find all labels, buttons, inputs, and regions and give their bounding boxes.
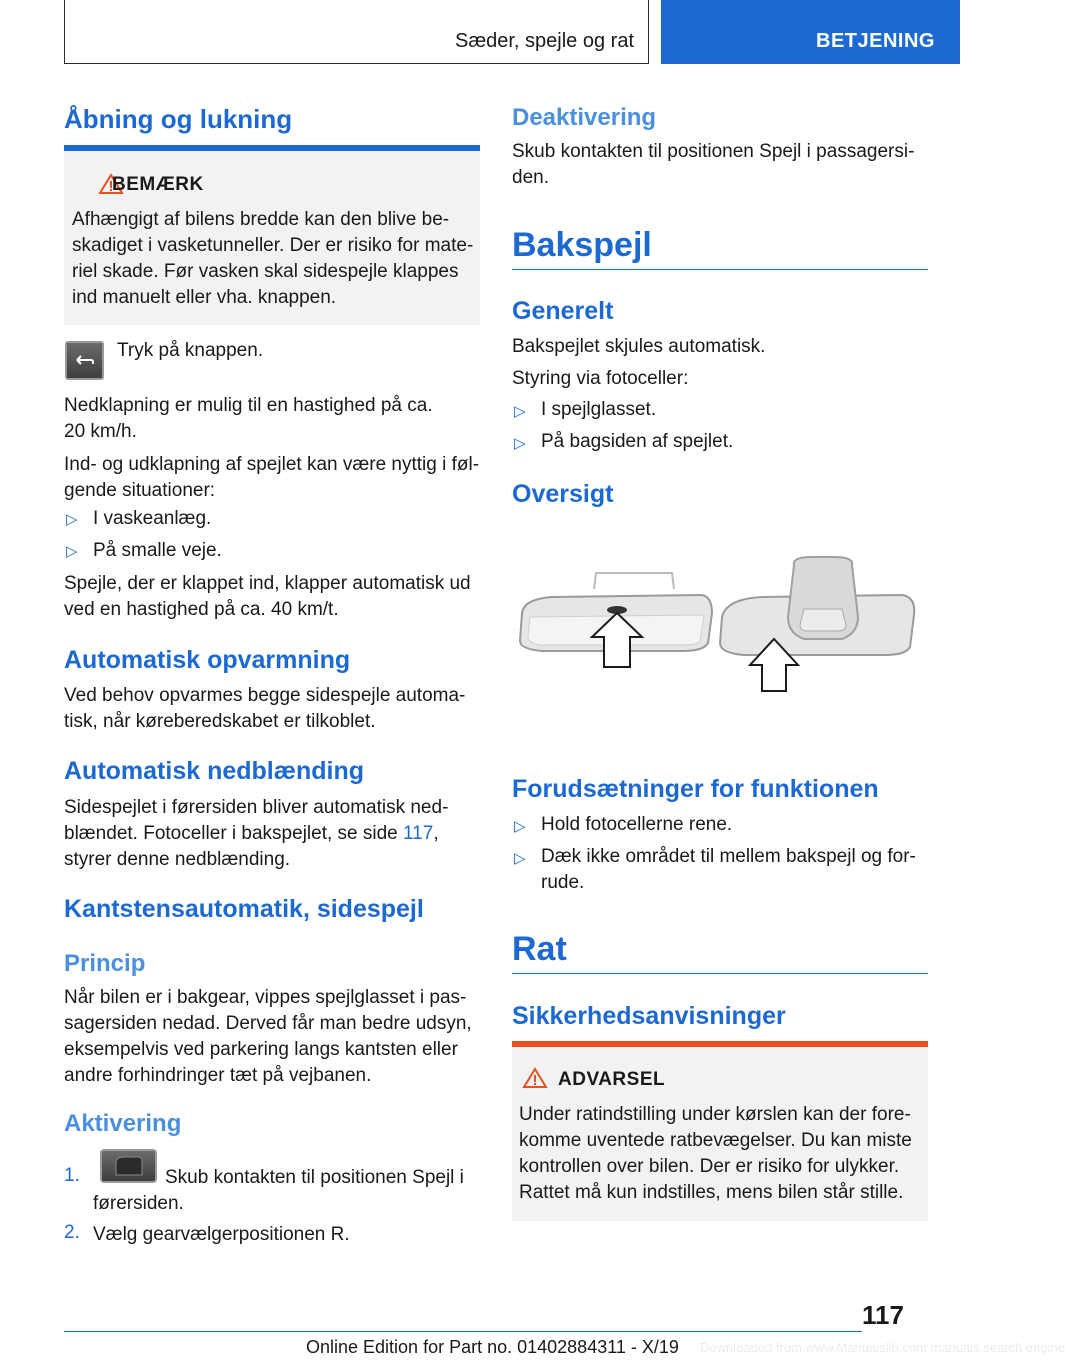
step-text-cont: førersiden.: [93, 1193, 184, 1214]
watermark: Downloaded from www.Manualslib.com manuals search engine: [700, 1340, 1065, 1355]
bullet-marker: ▷: [514, 403, 526, 420]
heading-abning: Åbning og lukning: [64, 104, 293, 134]
heading-rule: [512, 269, 928, 270]
header-section-box: [64, 0, 649, 64]
heading-kantsten: Kantstensautomatik, sidespejl: [64, 895, 424, 923]
bullet-marker: ▷: [514, 850, 526, 867]
heading-forudsaetninger: Forudsætninger for funktionen: [512, 775, 879, 803]
heading-sikkerhed: Sikkerhedsanvisninger: [512, 1002, 786, 1030]
paragraph-dimming: Sidespejlet i førersiden bliver automatisk ned- blændet. Fotoceller i bakspejlet, se side 117, styrer denne nedblænding.: [64, 797, 449, 870]
bullet-item: Hold fotocellerne rene.: [541, 814, 733, 835]
heading-oversigt: Oversigt: [512, 480, 614, 508]
bullet-item: På bagsiden af spejlet.: [541, 431, 734, 452]
mirror-mount: [594, 573, 674, 589]
footer-rule: [64, 1331, 862, 1332]
note-text: Afhængigt af bilens bredde kan den blive be- skadiget i vasketunneller. Der er risiko for mate- riel skade. Før vasken skal sidespejle klappes ind manuelt eller vha. knappen.: [72, 209, 474, 308]
paragraph-auto-unfold: Spejle, der er klappet ind, klapper automatisk ud ved en hastighed på ca. 40 km/t.: [64, 573, 471, 620]
bullet-marker: ▷: [66, 543, 78, 560]
step-text: Skub kontakten til positionen Spejl i: [165, 1167, 464, 1188]
press-button-text: Tryk på knappen.: [117, 340, 264, 361]
heading-aktivering: Aktivering: [64, 1110, 182, 1137]
heading-deaktivering: Deaktivering: [512, 104, 657, 131]
fold-arrow-icon: [67, 343, 102, 378]
mirror-fold-button-image: [65, 341, 104, 380]
mirror-switch-icon: [102, 1151, 155, 1181]
paragraph-heating: Ved behov opvarmes begge sidespejle automa- tisk, når køreberedskabet er tilkoblet.: [64, 685, 466, 732]
bullet-marker: ▷: [514, 435, 526, 452]
bullet-item: Dæk ikke området til mellem bakspejl og for- rude.: [541, 846, 916, 893]
header-chapter-label: BETJENING: [816, 30, 935, 52]
warning-box: [512, 1047, 928, 1221]
warning-triangle-icon: [522, 1067, 548, 1089]
header-chapter-tab: [661, 0, 960, 64]
paragraph-photocells: Styring via fotoceller:: [512, 368, 689, 389]
heading-bakspejl: Bakspejl: [512, 226, 652, 264]
bullet-marker: ▷: [514, 818, 526, 835]
note-box: [64, 151, 480, 325]
heading-princip: Princip: [64, 950, 146, 977]
bullet-marker: ▷: [66, 511, 78, 528]
paragraph-situations: Ind- og udklapning af spejlet kan være nyttig i føl- gende situationer:: [64, 454, 480, 501]
bullet-item: I spejlglasset.: [541, 399, 657, 420]
step-text: Vælg gearvælgerpositionen R.: [93, 1224, 350, 1245]
page-link-117[interactable]: 117: [403, 823, 434, 844]
paragraph-deactivate: Skub kontakten til positionen Spejl i passagersi- den.: [512, 141, 915, 188]
paragraph-principle: Når bilen er i bakgear, vippes spejlglasset i pas- sagersiden nedad. Derved får man bedre udsyn, eksempelvis ved parkering langs kantsten eller andre forhindringer tæt på vejbanen.: [64, 987, 472, 1086]
footer-edition: Online Edition for Part no. 01402884311 - X/19: [306, 1337, 679, 1357]
warning-title: ADVARSEL: [558, 1069, 666, 1090]
paragraph-auto-hide: Bakspejlet skjules automatisk.: [512, 336, 766, 357]
page-number: 117: [862, 1300, 904, 1330]
step-number: 2.: [64, 1222, 80, 1243]
step-number: 1.: [64, 1165, 80, 1186]
heading-opvarmning: Automatisk opvarmning: [64, 646, 351, 674]
heading-nedblaending: Automatisk nedblænding: [64, 757, 364, 785]
heading-generelt: Generelt: [512, 297, 614, 325]
bullet-item: På smalle veje.: [93, 540, 222, 561]
heading-rat: Rat: [512, 930, 567, 968]
paragraph-fold-speed: Nedklapning er mulig til en hastighed på ca. 20 km/h.: [64, 395, 433, 442]
mirror-switch-image: [100, 1149, 157, 1183]
bullet-item: I vaskeanlæg.: [93, 508, 212, 529]
warning-text: Under ratindstilling under kørslen kan der fore- komme uventede ratbevægelser. Du kan miste kontrollen over bilen. Der er risiko for ulykker. Rattet må kun indstilles, mens bilen står stille.: [519, 1104, 912, 1203]
header-section-title: Sæder, spejle og rat: [455, 30, 634, 52]
heading-rule: [512, 973, 928, 974]
rearview-mirror-illustration: [512, 555, 928, 705]
note-title: BEMÆRK: [112, 174, 204, 195]
